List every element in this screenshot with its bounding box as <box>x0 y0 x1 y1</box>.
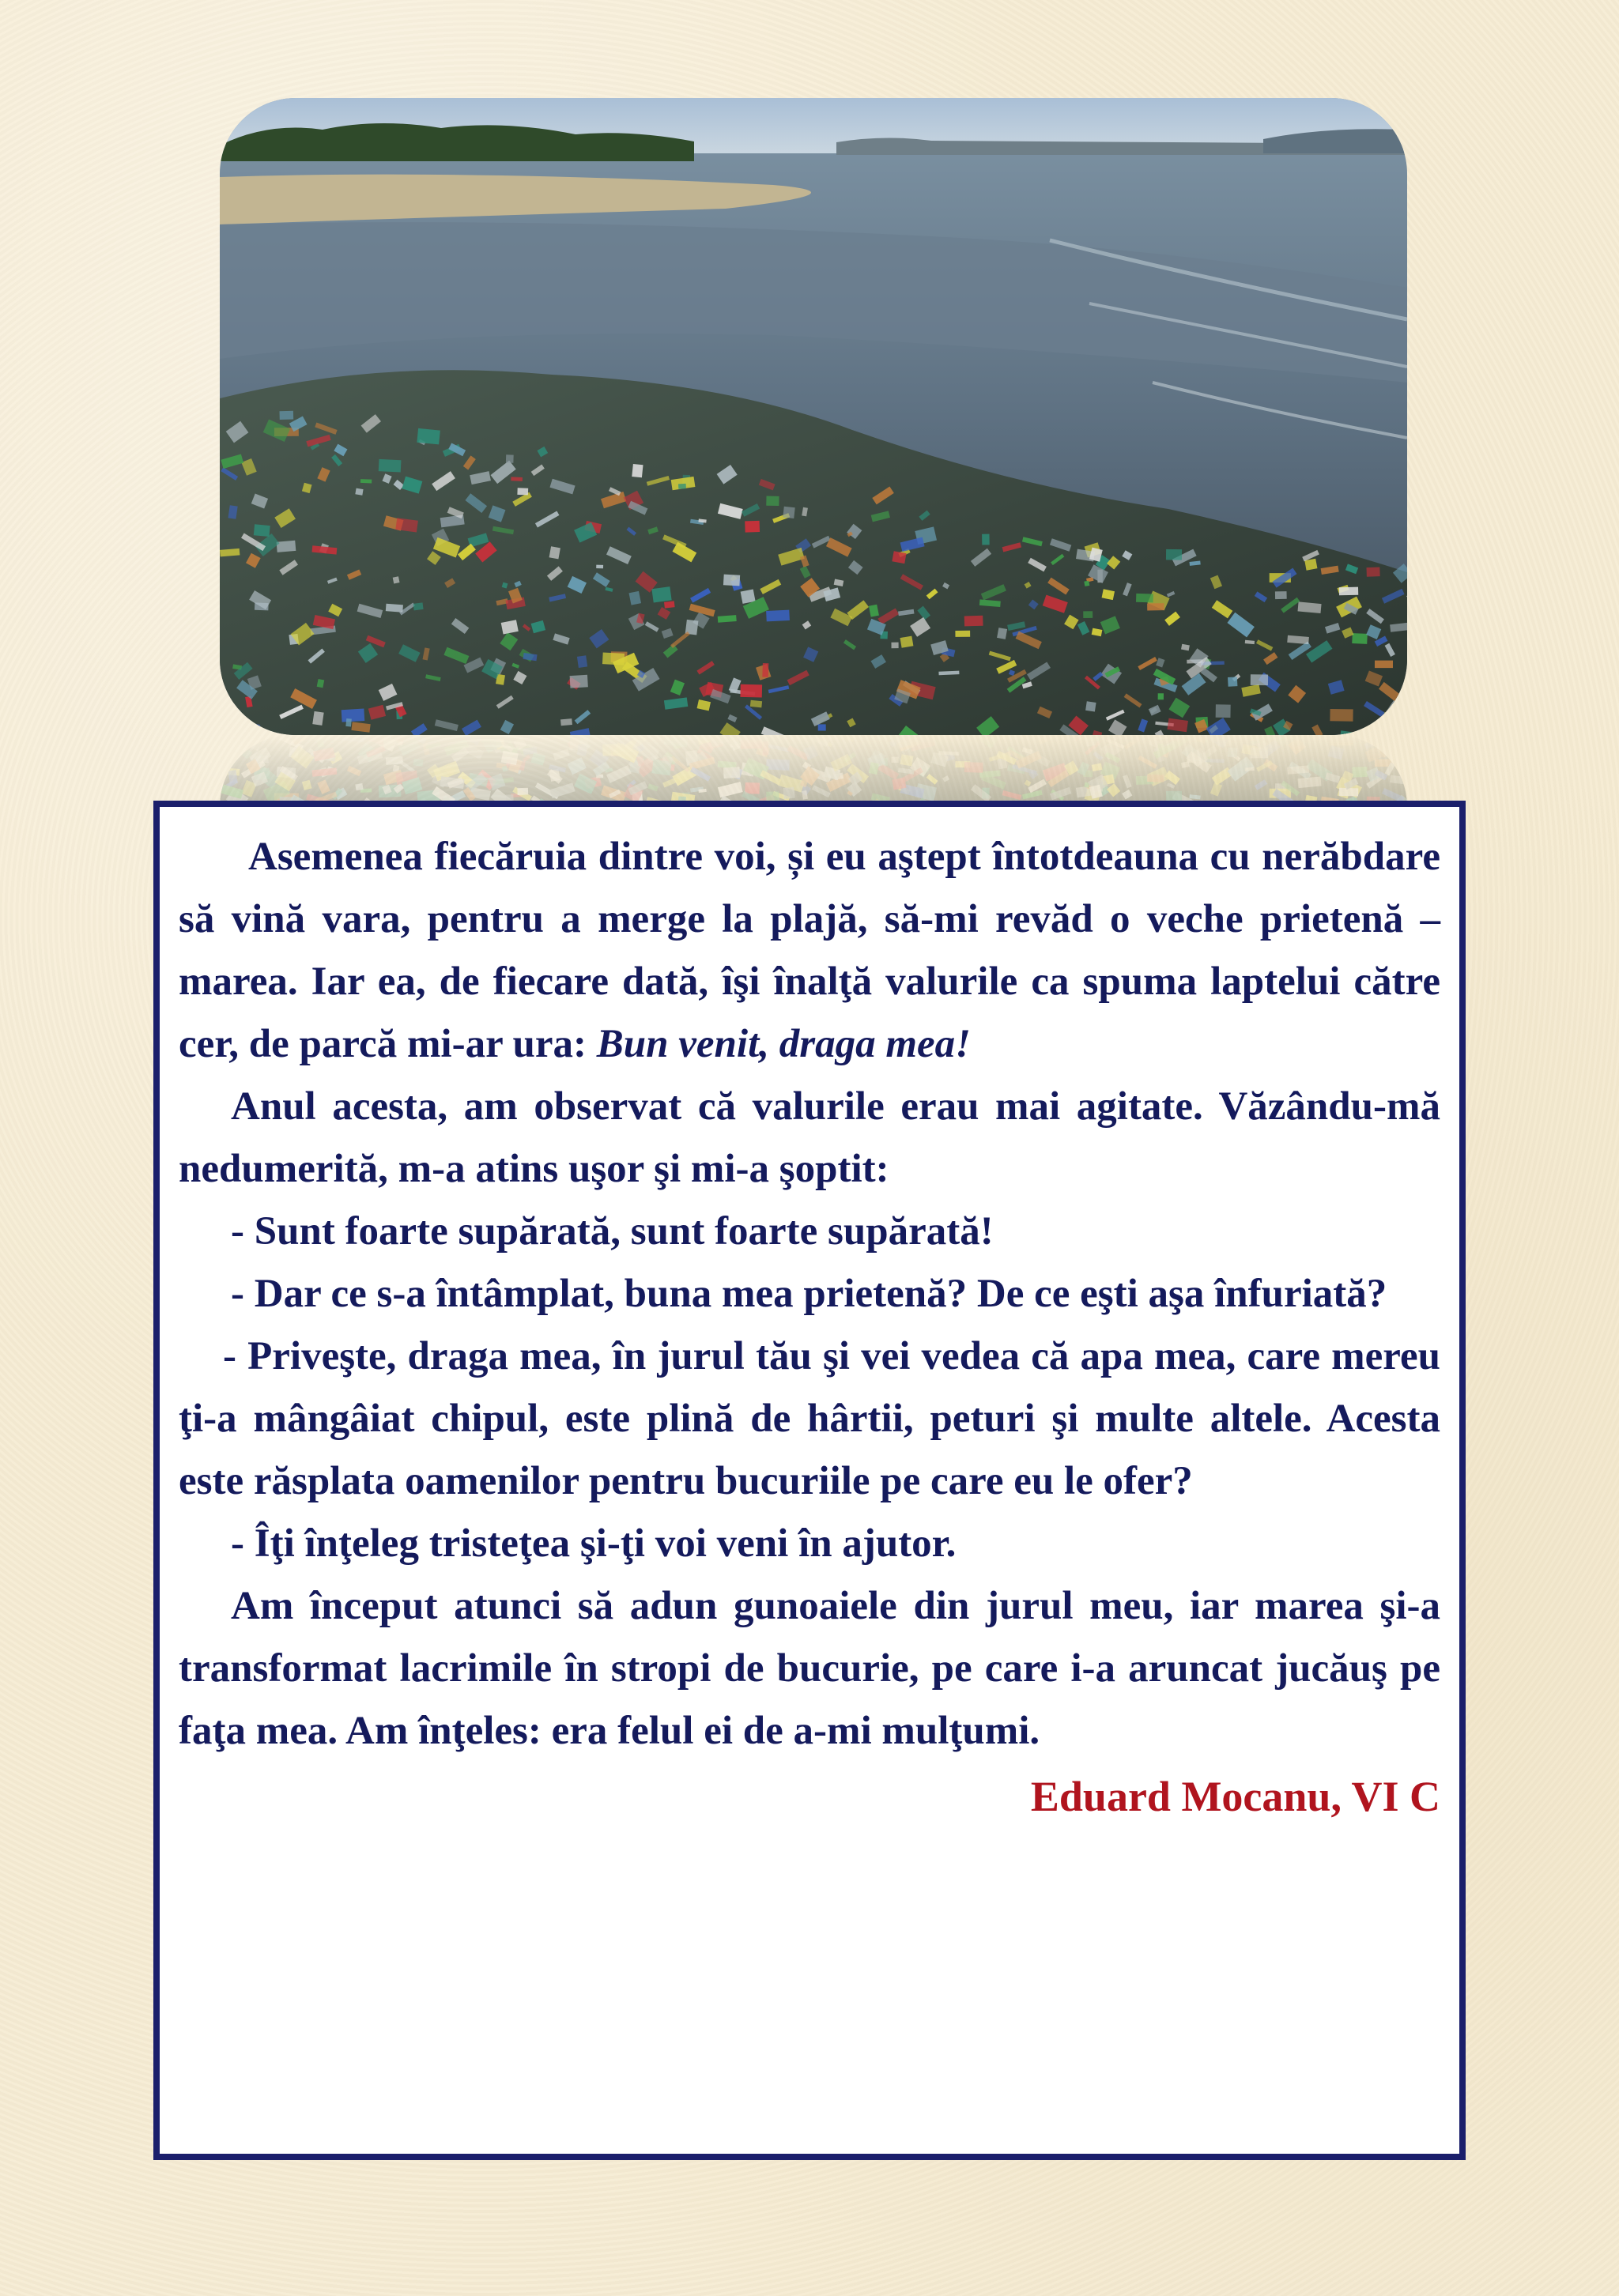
story-paragraph-1 <box>179 826 1440 1076</box>
photo-reflection <box>220 735 1407 806</box>
story-paragraph-2: Anul acesta, am observat că valurile erau mai agitate. Văzându-mă nedumerită, m-a atins uşor şi mi-a şoptit: <box>179 1084 1440 1191</box>
story-dialogue-1: - Sunt foarte supărată, sunt foarte supărată! <box>231 1209 994 1254</box>
story-dialogue-3: - Priveşte, draga mea, în jurul tău şi vei vedea că apa mea, care mereu ţi-a mângâiat chipul, este plină de hârtii, peturi şi multe altele. Acesta este răsplata oamenilor pentru bucuriile pe care eu le ofer? <box>179 1334 1440 1503</box>
polluted-beach-photo <box>220 98 1407 735</box>
story-greeting-italic: Bun venit, draga mea! <box>596 1022 972 1066</box>
author-signature: Eduard Mocanu, VI C <box>1030 1773 1440 1820</box>
story-text <box>179 826 1440 1763</box>
story-paragraph-final: Am început atunci să adun gunoaiele din jurul meu, iar marea şi-a transformat lacrimile în stropi de bucurie, pe care i-a aruncat jucăuş pe faţa mea. Am înţeles: era felul ei de a-mi mulţumi. <box>179 1584 1440 1753</box>
story-dialogue-4: - Îţi înţeleg tristeţea şi-ţi voi veni în ajutor. <box>231 1521 957 1566</box>
story-dialogue-2: - Dar ce s-a întâmplat, buna mea prietenă? De ce eşti aşa înfuriată? <box>231 1272 1387 1316</box>
story-box <box>153 801 1466 2160</box>
story-paragraph-1-text: Asemenea fiecăruia dintre voi, și eu aştept întotdeauna cu nerăbdare să vină vara, pentru a merge la plajă, să-mi revăd o veche prietenă – marea. Iar ea, de fiecare dată, îşi înalţă valurile ca spuma laptelui către cer, de parcă mi-ar ura: <box>179 835 1440 1066</box>
